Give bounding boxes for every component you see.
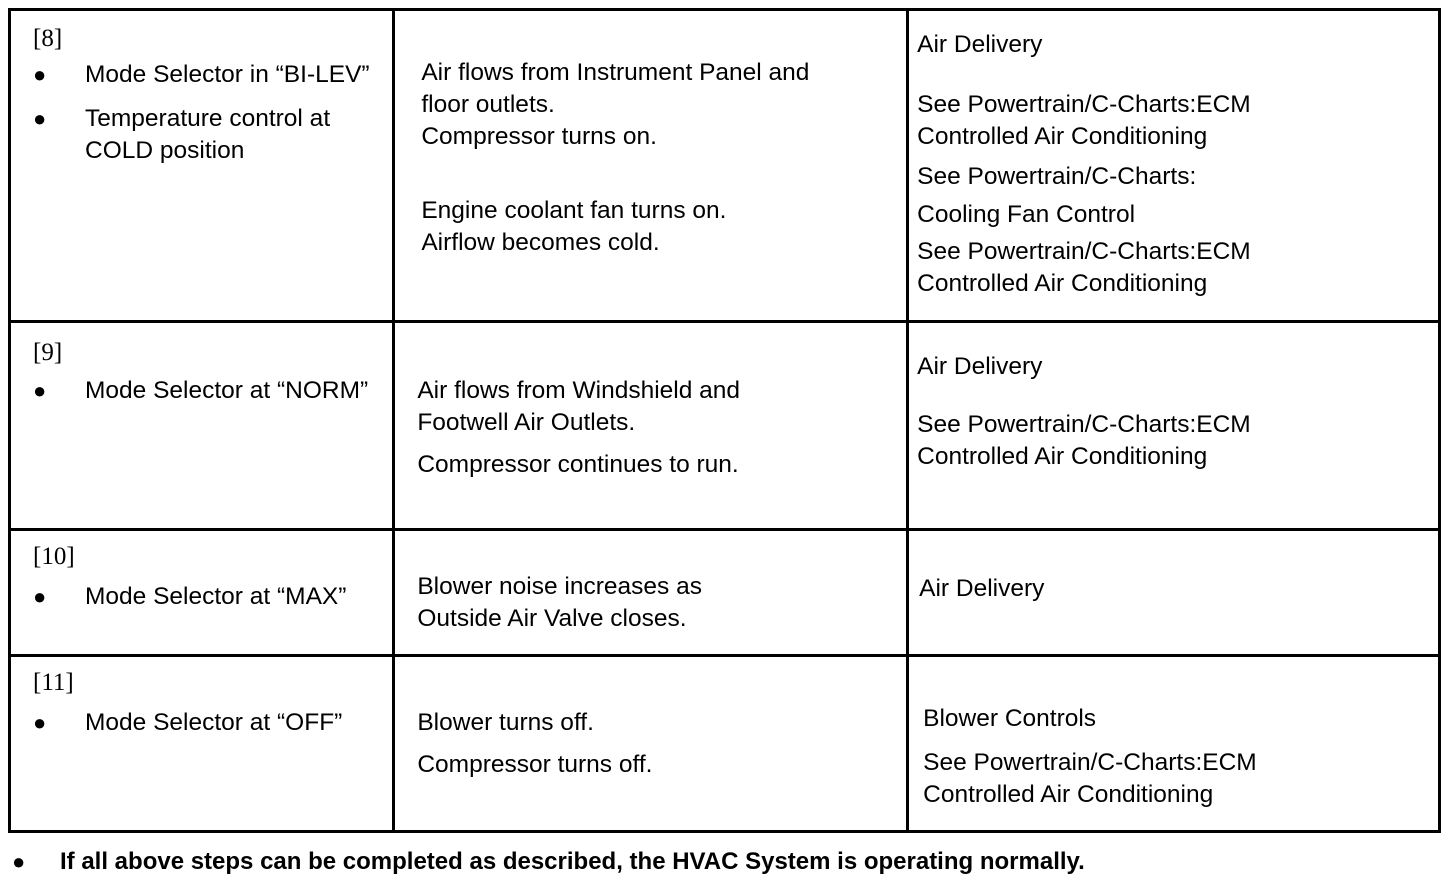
result-line: Footwell Air Outlets. <box>417 409 636 436</box>
table-row <box>10 656 1440 832</box>
bullet-icon: ● <box>33 378 47 403</box>
reference-cell <box>908 656 1440 832</box>
result-line: Compressor continues to run. <box>417 451 739 478</box>
bullet-icon: ● <box>33 106 47 131</box>
step-cell <box>10 530 394 656</box>
footnote <box>12 846 1085 878</box>
result-line: Compressor turns off. <box>417 751 653 778</box>
reference-heading: Air Delivery <box>919 575 1045 602</box>
condition-item <box>11 375 392 407</box>
result-line: Engine coolant fan turns on. <box>421 197 727 224</box>
bullet-icon: ● <box>33 584 47 609</box>
result-line: Blower turns off. <box>417 709 594 736</box>
condition-item <box>11 581 392 613</box>
reference-heading: Air Delivery <box>917 353 1043 380</box>
result-line: Compressor turns on. <box>421 123 657 150</box>
condition-text: Mode Selector at “MAX” <box>85 583 347 610</box>
reference-heading: Blower Controls <box>923 705 1097 732</box>
reference-group <box>909 161 1438 231</box>
result-group <box>395 571 906 635</box>
result-group <box>395 195 906 259</box>
result-group <box>395 375 906 439</box>
reference-group <box>909 747 1438 811</box>
reference-line: See Powertrain/C-Charts:ECM <box>917 91 1251 118</box>
condition-item <box>11 707 392 739</box>
result-cell <box>394 656 908 832</box>
step-cell <box>10 10 394 322</box>
result-cell <box>394 530 908 656</box>
result-group <box>395 707 906 739</box>
result-line: floor outlets. <box>421 91 555 118</box>
reference-line: Controlled Air Conditioning <box>917 123 1208 150</box>
step-number: [11] <box>33 669 74 696</box>
condition-text: Mode Selector at “NORM” <box>85 377 369 404</box>
result-line: Air flows from Instrument Panel and <box>421 59 810 86</box>
result-group <box>395 449 906 481</box>
table-row <box>10 530 1440 656</box>
reference-line: Controlled Air Conditioning <box>917 270 1208 297</box>
reference-heading: Air Delivery <box>917 31 1043 58</box>
bullet-icon: ● <box>33 62 47 87</box>
bullet-icon: ● <box>33 710 47 735</box>
reference-line: Controlled Air Conditioning <box>923 781 1214 808</box>
reference-cell <box>908 322 1440 530</box>
result-cell <box>394 10 908 322</box>
reference-group <box>909 409 1438 473</box>
reference-cell <box>908 10 1440 322</box>
reference-line: See Powertrain/C-Charts: <box>917 163 1197 190</box>
reference-line: Controlled Air Conditioning <box>917 443 1208 470</box>
condition-text: Mode Selector at “OFF” <box>85 709 343 736</box>
footnote-text: If all above steps can be completed as described, the HVAC System is operating normally. <box>60 848 1085 875</box>
condition-item <box>11 103 392 167</box>
condition-text: Temperature control at COLD position <box>85 105 331 164</box>
reference-line: See Powertrain/C-Charts:ECM <box>917 238 1251 265</box>
hvac-procedure-table <box>8 8 1441 833</box>
step-number: [10] <box>33 543 75 570</box>
reference-cell <box>908 530 1440 656</box>
table-row <box>10 322 1440 530</box>
reference-group <box>909 89 1438 153</box>
result-group <box>395 749 906 781</box>
reference-group <box>909 236 1438 300</box>
step-cell <box>10 656 394 832</box>
condition-text: Mode Selector in “BI-LEV” <box>85 61 370 88</box>
condition-item <box>11 59 392 91</box>
reference-line: See Powertrain/C-Charts:ECM <box>923 749 1257 776</box>
step-number: [9] <box>33 339 63 366</box>
step-number: [8] <box>33 25 63 52</box>
result-line: Airflow becomes cold. <box>421 229 660 256</box>
table-row <box>10 10 1440 322</box>
step-cell <box>10 322 394 530</box>
result-line: Air flows from Windshield and <box>417 377 741 404</box>
result-line: Blower noise increases as <box>417 573 702 600</box>
result-line: Outside Air Valve closes. <box>417 605 687 632</box>
reference-line: Cooling Fan Control <box>917 201 1136 228</box>
reference-line: See Powertrain/C-Charts:ECM <box>917 411 1251 438</box>
bullet-icon: ● <box>12 849 26 874</box>
result-group <box>395 57 906 153</box>
result-cell <box>394 322 908 530</box>
